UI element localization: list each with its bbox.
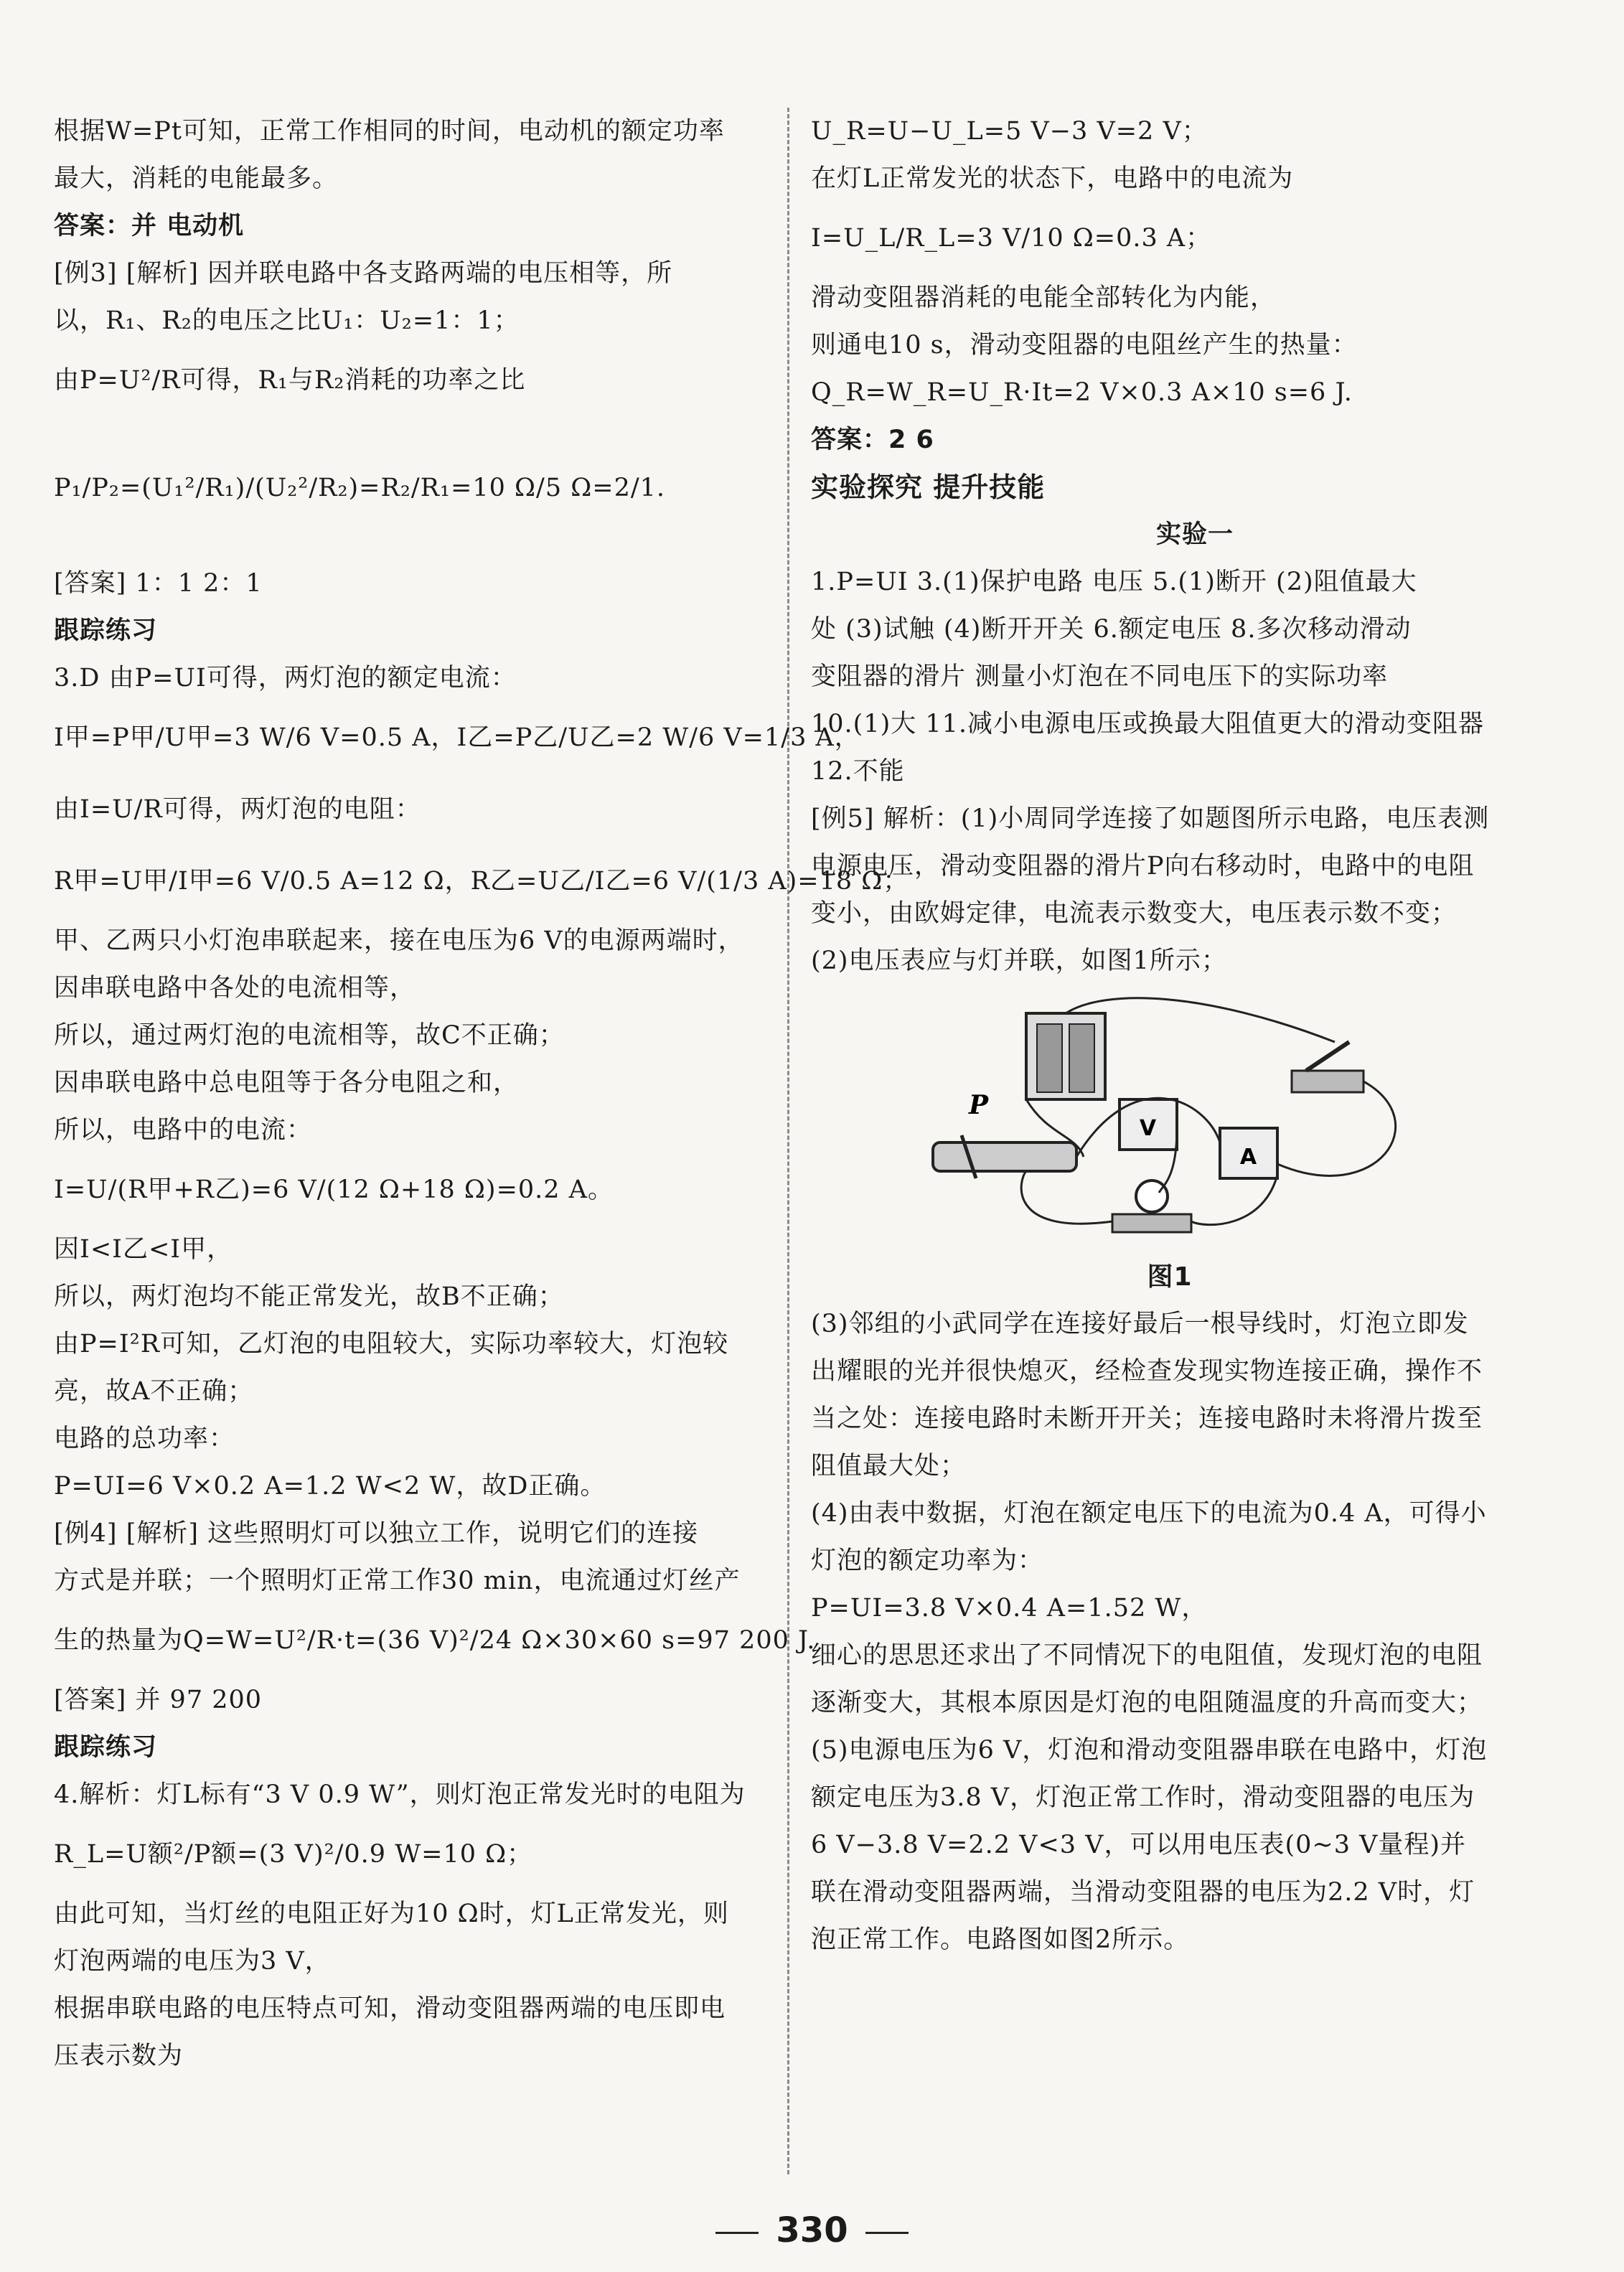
text-line: 因串联电路中总电阻等于各分电阻之和， (54, 1069, 520, 1097)
text-line: 在灯L正常发光的状态下，电路中的电流为 (811, 164, 1294, 193)
voltmeter-icon (1120, 1099, 1177, 1150)
text-line: [例3] [解析] 因并联电路中各支路两端的电压相等，所 (54, 259, 673, 288)
text-line: 1.P=UI 3.(1)保护电路 电压 5.(1)断开 (2)阻值最大 (811, 568, 1417, 596)
right-column-bottom (811, 1300, 1579, 1963)
circuit-figure (919, 992, 1421, 1293)
text-line: 变阻器的滑片 测量小灯泡在不同电压下的实际功率 (811, 662, 1389, 691)
text-line: 细心的思思还求出了不同情况下的电阻值，发现灯泡的电阻 (811, 1641, 1483, 1670)
switch-icon (1292, 1042, 1363, 1092)
text-line: 由P=I²R可知，乙灯泡的电阻较大，实际功率较大，灯泡较 (54, 1330, 729, 1358)
text-line: 根据W=Pt可知，正常工作相同的时间，电动机的额定功率 (54, 117, 725, 146)
text-line: Q_R=W_R=U_R·It=2 V×0.3 A×10 s=6 J. (811, 378, 1353, 407)
text-line: 联在滑动变阻器两端，当滑动变阻器的电压为2.2 V时，灯 (811, 1878, 1475, 1907)
column-divider (787, 108, 789, 2174)
text-line: [答案] 1：1 2：1 (54, 569, 263, 598)
text-line: (5)电源电压为6 V，灯泡和滑动变阻器串联在电路中，灯泡 (811, 1736, 1488, 1765)
text-line: 所以，通过两灯泡的电流相等，故C不正确； (54, 1021, 565, 1050)
text-line: 3.D 由P=UI可得，两灯泡的额定电流： (54, 664, 517, 693)
text-line: 6 V−3.8 V=2.2 V<3 V，可以用电压表(0~3 V量程)并 (811, 1831, 1467, 1859)
text-line: 出耀眼的光并很快熄灭，经检查发现实物连接正确，操作不 (811, 1357, 1483, 1386)
text-line: 因串联电路中各处的电流相等， (54, 974, 416, 1003)
text-line: 当之处：连接电路时未断开开关；连接电路时未将滑片拨至 (811, 1404, 1483, 1433)
text-line: R_L=U额²/P额=(3 V)²/0.9 W=10 Ω； (54, 1840, 533, 1869)
battery-icon (1026, 1013, 1105, 1099)
text-line: 电路的总功率： (54, 1424, 235, 1453)
text-line: 所以，两灯泡均不能正常发光，故B不正确； (54, 1282, 564, 1311)
text-line: 泡正常工作。电路图如图2所示。 (811, 1925, 1190, 1954)
rheostat-icon (933, 1090, 1076, 1178)
right-column-top (811, 108, 1579, 985)
text-line: 额定电压为3.8 V，灯泡正常工作时，滑动变阻器的电压为 (811, 1783, 1475, 1812)
ammeter-icon (1220, 1128, 1277, 1178)
bulb-icon (1112, 1180, 1191, 1232)
text-line: 亮，故A不正确； (54, 1377, 254, 1406)
text-line: [例5] 解析：(1)小周同学连接了如题图所示电路，电压表测 (811, 804, 1490, 833)
text-line: 变小，由欧姆定律，电流表示数变大，电压表示数不变； (811, 899, 1458, 928)
text-line: 方式是并联；一个照明灯正常工作30 min，电流通过灯丝产 (54, 1567, 741, 1595)
text-line: 阻值最大处； (811, 1452, 967, 1480)
text-line: 由P=U²/R可得，R₁与R₂消耗的功率之比 (54, 366, 526, 395)
text-line: P=UI=6 V×0.2 A=1.2 W<2 W，故D正确。 (54, 1472, 606, 1501)
page-number-text: 330 (776, 2210, 848, 2250)
text-line: 10.(1)大 11.减小电源电压或换最大阻值更大的滑动变阻器 (811, 710, 1485, 738)
text-line: 以，R₁、R₂的电压之比U₁：U₂=1：1； (54, 306, 520, 335)
text-line: 因I<I乙<I甲， (54, 1235, 233, 1264)
text-line: U_R=U−U_L=5 V−3 V=2 V； (811, 117, 1208, 146)
text-line: 压表示数为 (54, 2042, 184, 2070)
text-line: [例4] [解析] 这些照明灯可以独立工作，说明它们的连接 (54, 1519, 699, 1548)
bold-line: 实验一 (1155, 520, 1234, 549)
text-line: (2)电压表应与灯并联，如图1所示； (811, 947, 1227, 975)
text-line: 由此可知，当灯丝的电阻正好为10 Ω时，灯L正常发光，则 (54, 1900, 729, 1928)
voltmeter-label: V (1139, 1116, 1158, 1141)
text-line: 生的热量为Q=W=U²/R·t=(36 V)²/24 Ω×30×60 s=97 200 J. (54, 1626, 816, 1655)
text-line: [答案] 并 97 200 (54, 1686, 263, 1714)
section-heading: 实验探究 提升技能 (811, 471, 1046, 503)
bold-line: 答案：2 6 (811, 426, 934, 454)
text-line: P=UI=3.8 V×0.4 A=1.52 W， (811, 1594, 1208, 1623)
text-line: 逐渐变大，其根本原因是灯泡的电阻随温度的升高而变大； (811, 1689, 1483, 1717)
text-line: 12.不能 (811, 757, 905, 786)
text-line: (3)邻组的小武同学在连接好最后一根导线时，灯泡立即发 (811, 1310, 1469, 1338)
text-line: 根据串联电路的电压特点可知，滑动变阻器两端的电压即电 (54, 1994, 726, 2023)
bold-line: 跟踪练习 (54, 1733, 158, 1762)
text-line: P₁/P₂=(U₁²/R₁)/(U₂²/R₂)=R₂/R₁=10 Ω/5 Ω=2/1. (54, 474, 666, 502)
text-line: 由I=U/R可得，两灯泡的电阻： (54, 795, 421, 824)
bold-line: 答案：并 电动机 (54, 212, 245, 240)
text-line: 灯泡的额定功率为： (811, 1546, 1044, 1575)
figure-caption: 图1 (1147, 1262, 1193, 1292)
bold-line: 跟踪练习 (54, 616, 158, 645)
text-line: 电源电压，滑动变阻器的滑片P向右移动时，电路中的电阻 (811, 852, 1475, 881)
text-line: 所以，电路中的电流： (54, 1116, 313, 1145)
right-column (811, 108, 1579, 1963)
text-line: 则通电10 s，滑动变阻器的电阻丝产生的热量： (811, 331, 1358, 360)
circuit-diagram (919, 992, 1421, 1264)
text-line: 甲、乙两只小灯泡串联起来，接在电压为6 V的电源两端时， (54, 926, 744, 955)
text-line: (4)由表中数据，灯泡在额定电压下的电流为0.4 A，可得小 (811, 1499, 1487, 1528)
text-line: 处 (3)试触 (4)断开开关 6.额定电压 8.多次移动滑动 (811, 615, 1412, 644)
text-line: 4.解析：灯L标有“3 V 0.9 W”，则灯泡正常发光时的电阻为 (54, 1780, 746, 1809)
text-line: I甲=P甲/U甲=3 W/6 V=0.5 A，I乙=P乙/U乙=2 W/6 V=1/3 A， (54, 723, 860, 752)
text-line: I=U_L/R_L=3 V/10 Ω=0.3 A； (811, 224, 1212, 253)
page-number (0, 2210, 1624, 2250)
text-line: I=U/(R甲+R乙)=6 V/(12 Ω+18 Ω)=0.2 A。 (54, 1175, 614, 1204)
text-line: 灯泡两端的电压为3 V， (54, 1947, 331, 1976)
text-line: 滑动变阻器消耗的电能全部转化为内能， (811, 283, 1277, 312)
text-line: R甲=U甲/I甲=6 V/0.5 A=12 Ω，R乙=U乙/I乙=6 V/(1/3 A)=18 Ω； (54, 867, 909, 896)
text-line: 最大，消耗的电能最多。 (54, 164, 339, 193)
ammeter-label: A (1239, 1145, 1258, 1170)
slider-label: P (969, 1090, 990, 1120)
